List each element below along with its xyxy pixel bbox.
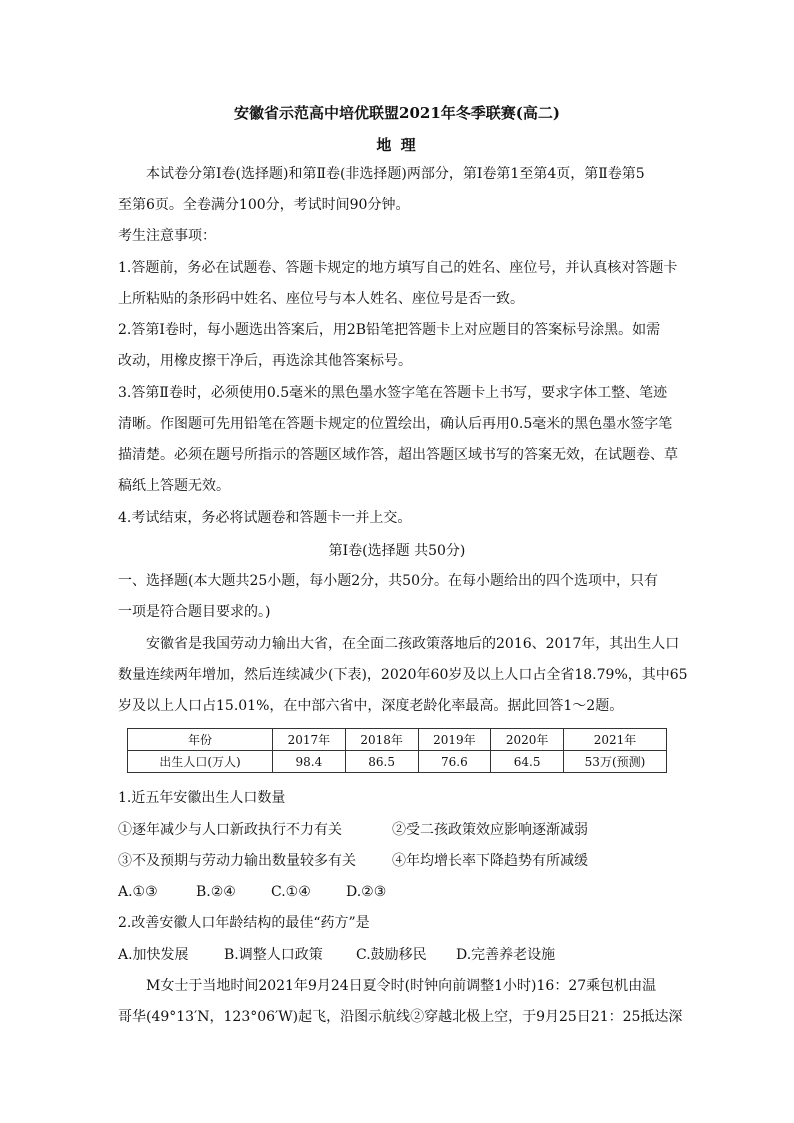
notice-line: 上所粘贴的条形码中姓名、座位号与本人姓名、座位号是否一致。 [118, 291, 524, 307]
notice-line: 改动，用橡皮擦干净后，再选涂其他答案标号。 [118, 353, 412, 369]
intro-line: 本试卷分第Ⅰ卷(选择题)和第Ⅱ卷(非选择题)两部分，第Ⅰ卷第1至第4页，第Ⅱ卷第5 [146, 166, 645, 182]
subject-title: 地 理 [376, 136, 418, 154]
passage-line: 岁及以上人口占15.01%，在中部六省中，深度老龄化率最高。据此回答1～2题。 [118, 698, 624, 714]
table-cell: 53万(预测) [564, 751, 667, 773]
exam-title: 安徽省示范高中培优联盟2021年冬季联赛(高二) [234, 104, 560, 122]
option-d: D.完善养老设施 [456, 947, 556, 963]
table-header-cell: 2021年 [564, 729, 667, 751]
question-stem: 1.近五年安徽出生人口数量 [118, 790, 286, 806]
table-cell: 98.4 [273, 751, 346, 773]
birth-population-table [127, 728, 667, 773]
intro-line: 至第6页。全卷满分100分，考试时间90分钟。 [118, 197, 410, 213]
table-header-cell: 2017年 [273, 729, 346, 751]
statement-2: ②受二孩政策效应影响逐渐减弱 [392, 822, 588, 838]
passage-line: 数量连续两年增加，然后连续减少(下表)，2020年60岁及以上人口占全省18.79%，其中65 [118, 667, 688, 683]
table-cell: 86.5 [345, 751, 418, 773]
section-instructions: 一、选择题(本大题共25小题，每小题2分，共50分。在每小题给出的四个选项中，只有 [118, 573, 658, 589]
passage-line: M女士于当地时间2021年9月24日夏令时(时钟向前调整1小时)16：27乘包机由温 [146, 978, 657, 994]
table-header-row [128, 729, 667, 751]
option-c: C.①④ [271, 884, 311, 900]
table-header-cell: 2018年 [345, 729, 418, 751]
option-a: A.加快发展 [118, 947, 189, 963]
table-header-cell: 年份 [128, 729, 273, 751]
section-instructions: 一项是符合题目要求的。) [118, 604, 271, 620]
option-b: B.②④ [196, 884, 236, 900]
table-cell: 64.5 [491, 751, 564, 773]
statement-3: ③不及预期与劳动力输出数量较多有关 [118, 853, 356, 869]
statement-4: ④年均增长率下降趋势有所减缓 [392, 853, 588, 869]
notice-line: 清晰。作图题可先用铅笔在答题卡规定的位置绘出，确认后再用0.5毫米的黑色墨水签字笔 [118, 416, 673, 432]
passage-line: 安徽省是我国劳动力输出大省，在全面二孩政策落地后的2016、2017年，其出生人口 [146, 636, 680, 652]
table-header-cell: 2020年 [491, 729, 564, 751]
notice-line: 4.考试结束，务必将试题卷和答题卡一并上交。 [118, 510, 412, 526]
notice-heading: 考生注意事项： [118, 228, 216, 244]
notice-line: 稿纸上答题无效。 [118, 478, 230, 494]
table-cell: 出生人口(万人) [128, 751, 273, 773]
notice-line: 2.答第Ⅰ卷时，每小题选出答案后，用2B铅笔把答题卡上对应题目的答案标号涂黑。如需 [118, 322, 661, 338]
option-d: D.②③ [346, 884, 387, 900]
option-b: B.调整人口政策 [224, 947, 323, 963]
notice-line: 3.答第Ⅱ卷时，必须使用0.5毫米的黑色墨水签字笔在答题卡上书写，要求字体工整、笔迹 [118, 385, 668, 401]
option-a: A.①③ [118, 884, 158, 900]
passage-line: 哥华(49°13′N，123°06′W)起飞，沿图示航线②穿越北极上空，于9月25日21：25抵达深 [118, 1009, 683, 1025]
table-cell: 76.6 [418, 751, 491, 773]
table-row [128, 751, 667, 773]
notice-line: 1.答题前，务必在试题卷、答题卡规定的地方填写自己的姓名、座位号，并认真核对答题卡 [118, 260, 678, 276]
notice-line: 描清楚。必须在题号所指示的答题区域作答，超出答题区域书写的答案无效，在试题卷、草 [118, 447, 678, 463]
question-stem: 2.改善安徽人口年龄结构的最佳“药方”是 [118, 915, 370, 931]
section-title: 第Ⅰ卷(选择题 共50分) [328, 543, 466, 559]
option-c: C.鼓励移民 [356, 947, 427, 963]
statement-1: ①逐年减少与人口新政执行不力有关 [118, 822, 342, 838]
table-header-cell: 2019年 [418, 729, 491, 751]
